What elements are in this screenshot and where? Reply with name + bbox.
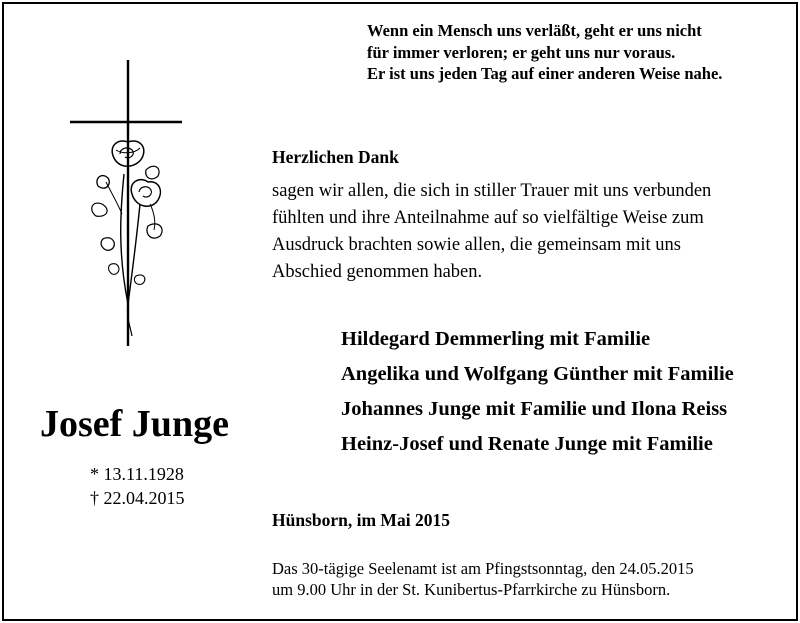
thanks-line: fühlten und ihre Anteilnahme auf so vielfältige Weise zum bbox=[272, 208, 704, 228]
thanks-line: Abschied genommen haben. bbox=[272, 262, 483, 282]
motto-line: Er ist uns jeden Tag auf einer anderen Weise nahe. bbox=[367, 64, 723, 83]
family-entry: Johannes Junge mit Familie und Ilona Reiss bbox=[341, 398, 728, 420]
family-list bbox=[341, 322, 791, 462]
obituary-card bbox=[2, 2, 798, 621]
motto-line: für immer verloren; er geht uns nur voraus. bbox=[367, 42, 676, 62]
thanks-line: Ausdruck brachten sowie allen, die gemeinsam mit uns bbox=[272, 235, 681, 255]
family-entry: Hildegard Demmerling mit Familie bbox=[341, 328, 651, 350]
life-dates bbox=[90, 462, 185, 510]
deceased-name: Josef Junge bbox=[40, 403, 229, 445]
motto-line: Wenn ein Mensch uns verläßt, geht er uns nicht bbox=[367, 21, 702, 40]
notice-line: um 9.00 Uhr in der St. Kunibertus-Pfarrkirche zu Hünsborn. bbox=[272, 580, 671, 599]
cross-with-roses-icon bbox=[62, 54, 192, 354]
death-date: † 22.04.2015 bbox=[90, 488, 185, 508]
thanks-line: sagen wir allen, die sich in stiller Trauer mit uns verbunden bbox=[272, 181, 712, 201]
place-date: Hünsborn, im Mai 2015 bbox=[272, 510, 450, 530]
thanks-text bbox=[272, 178, 772, 286]
thanks-heading: Herzlichen Dank bbox=[272, 147, 399, 167]
birth-date: * 13.11.1928 bbox=[90, 464, 184, 484]
notice-line: Das 30-tägige Seelenamt ist am Pfingstsonntag, den 24.05.2015 bbox=[272, 559, 694, 578]
mass-notice bbox=[272, 558, 782, 600]
motto-quote bbox=[367, 20, 787, 85]
family-entry: Heinz-Josef und Renate Junge mit Familie bbox=[341, 433, 713, 455]
family-entry: Angelika und Wolfgang Günther mit Familie bbox=[341, 363, 734, 385]
